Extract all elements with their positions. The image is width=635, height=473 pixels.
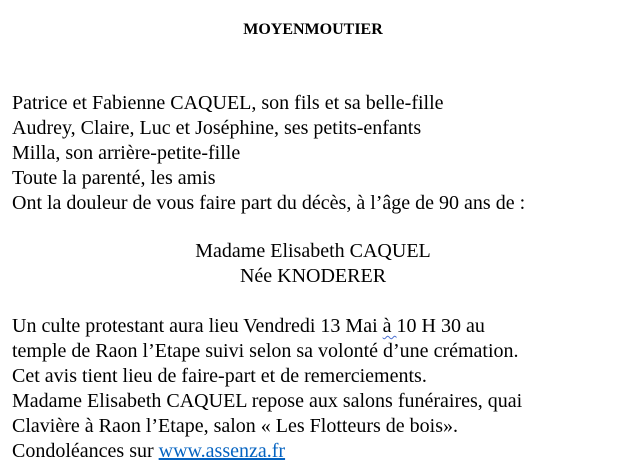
family-line-2: Audrey, Claire, Luc et Joséphine, ses petits-enfants — [12, 117, 422, 139]
ceremony-line-5: Clavière à Raon l’Etape, salon « Les Flotteurs de bois». — [12, 415, 459, 437]
deceased-name: Madame Elisabeth CAQUEL — [195, 240, 431, 262]
ceremony-line-2: temple de Raon l’Etape suivi selon sa volonté d’une crémation. — [12, 340, 519, 362]
deceased-birth-name: Née KNODERER — [239, 265, 387, 287]
condolences-line — [12, 439, 285, 463]
ceremony-line-1 — [12, 314, 485, 338]
ceremony-line-3: Cet avis tient lieu de faire-part et de remerciements. — [12, 365, 427, 387]
ceremony-line-4: Madame Elisabeth CAQUEL repose aux salons funéraires, quai — [12, 390, 523, 412]
condolences-label: Condoléances sur — [12, 440, 159, 462]
family-line-3: Milla, son arrière-petite-fille — [12, 142, 241, 164]
document-title: MOYENMOUTIER — [243, 21, 383, 38]
ceremony-line-1-start: Un culte protestant aura lieu Vendredi 13 Mai — [12, 315, 383, 337]
announcement-line: Ont la douleur de vous faire part du décès, à l’âge de 90 ans de : — [12, 192, 526, 214]
ceremony-line-1-end: 10 H 30 au — [396, 315, 485, 337]
family-line-4: Toute la parenté, les amis — [12, 167, 216, 189]
spellcheck-marked-text: à — [382, 315, 397, 337]
family-line-1: Patrice et Fabienne CAQUEL, son fils et sa belle-fille — [12, 92, 444, 114]
condolences-link[interactable]: www.assenza.fr — [158, 440, 286, 462]
